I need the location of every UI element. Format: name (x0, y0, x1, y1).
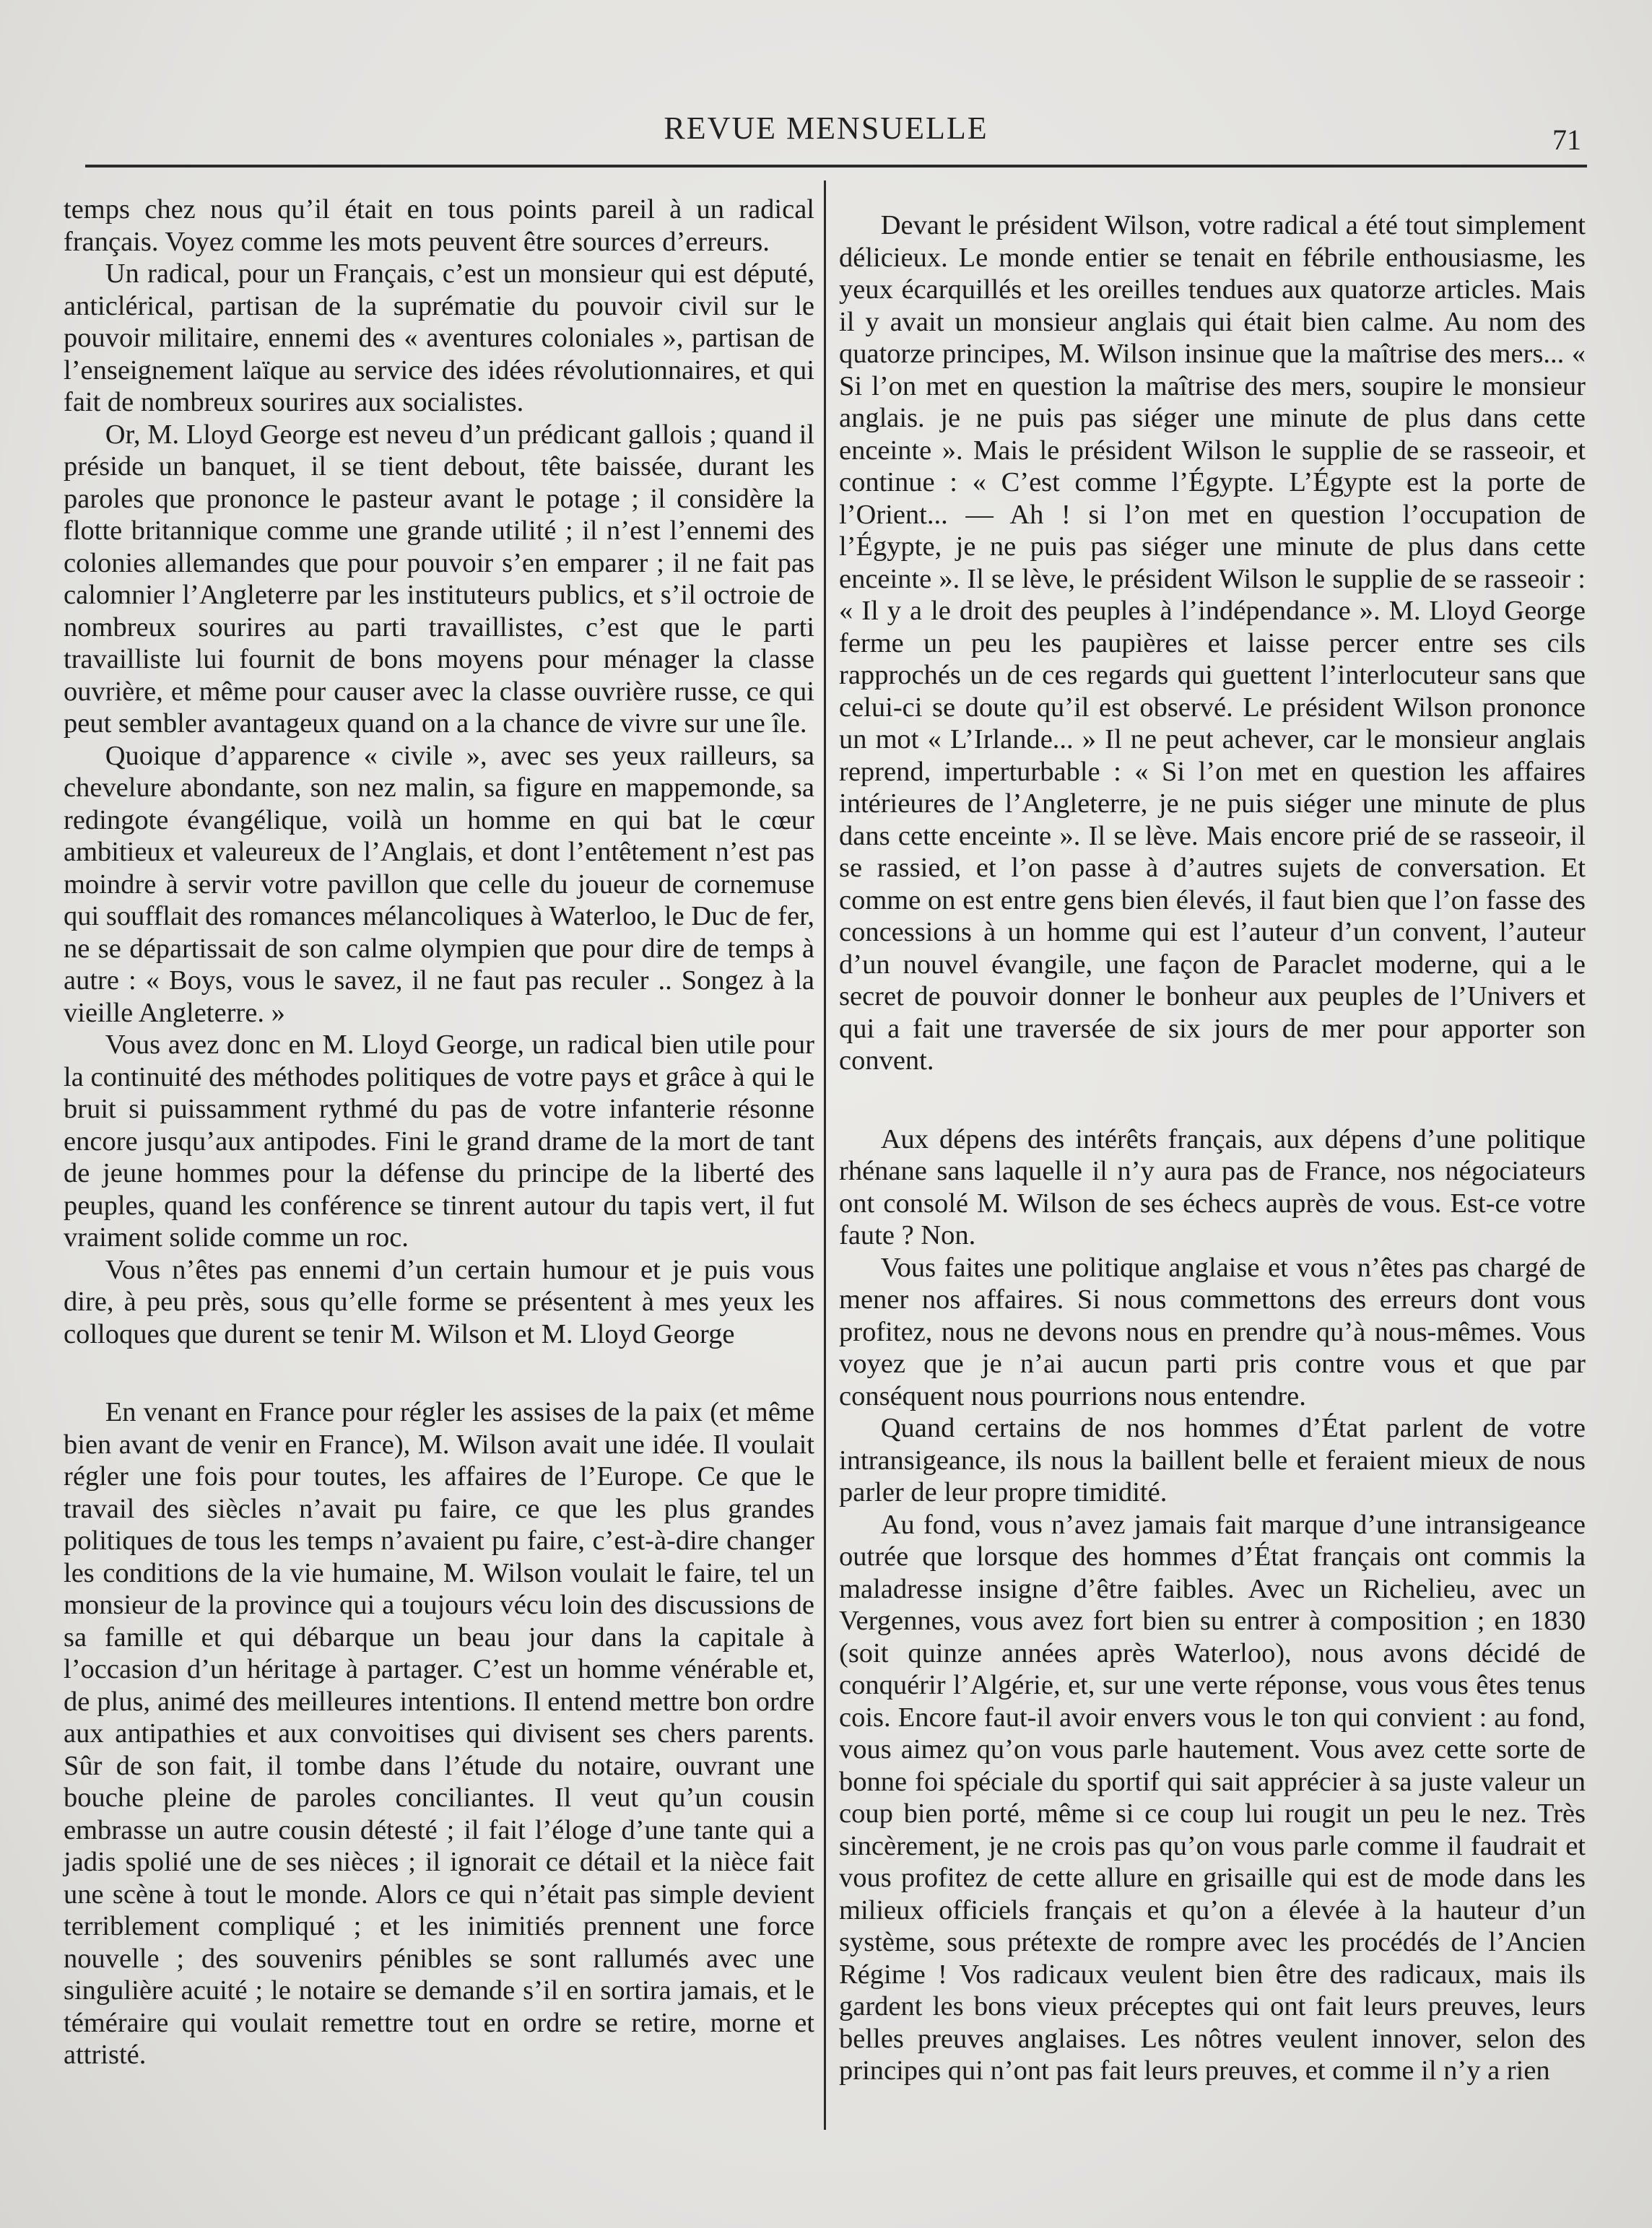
header-rule (85, 165, 1587, 167)
paragraph: Vous avez donc en M. Lloyd George, un radical bien utile pour la continuité des méthodes politiques de votre pays et grâce à qui le bruit si puissamment rythmé du pas de votre infanterie résonne encore jusqu’aux antipodes. Fini le grand drame de la mort de tant de jeune hommes pour la défense du principe de la liberté des peuples, quand les conférence se tinrent autour du tapis vert, il fut vraiment solide comme un roc. (64, 1030, 814, 1253)
section-break (839, 1077, 1586, 1123)
paragraph: Devant le président Wilson, votre radical a été tout simplement délicieux. Le monde entier se tenait en fébrile enthousiasme, les yeux écarquillés et les oreilles tendues aux quatorze articles. Mais il y avait un monsieur anglais qui était bien calme. Au nom des quatorze principes, M. Wilson insinue que la maîtrise des mers... « Si l’on met en question la maîtrise des mers, soupire le monsieur anglais. je ne puis pas siéger une minute de plus dans cette enceinte ». Mais le président Wilson le supplie de se rasseoir, et continue : « C’est comme l’Égypte. L’Égypte est la porte de l’Orient... — Ah ! si l’on met en question l’occupation de l’Égypte, je ne puis pas siéger une minute de plus dans cette enceinte ». Il se lève, le président Wilson le supplie de se rasseoir : « Il y a le droit des peuples à l’indépendance ». M. Lloyd George ferme un peu les paupières et laisse percer entre ses cils rapprochés un de ces regards qui guettent l’interlocuteur sans que celui-ci se doute qu’il est observé. Le président Wilson prononce un mot « L’Irlande... » Il ne peut achever, car le monsieur anglais reprend, imperturbable : « Si l’on met en question les affaires intérieures de l’Angleterre, je ne puis siéger une minute de plus dans cette enceinte ». Il se lève. Mais encore prié de se rasseoir, il se rassied, et l’on passe à d’autres sujets de conversation. Et comme on est entre gens bien élevés, il faut bien que l’on fasse des concessions à un homme qui est l’auteur d’un convent, l’auteur d’un nouvel évangile, une façon de Paraclet moderne, qui a le secret de pouvoir donner le bonheur aux peuples de l’Univers et qui a fait une traversée de six jours de mer pour apporter son convent. (839, 210, 1586, 1076)
paragraph: Or, M. Lloyd George est neveu d’un prédicant gallois ; quand il préside un banquet, il se tient debout, tête baissée, durant les paroles que prononce le pasteur avant le potage ; il considère la flotte britannique comme une grande utilité ; il n’est l’ennemi des colonies allemandes que pour pouvoir s’en emparer ; il ne fait pas calomnier l’Angleterre par les instituteurs publics, et s’il octroie de nombreux sourires au parti travaillistes, c’est que le parti travailliste lui fournit de bons moyens pour ménager la classe ouvrière, et même pour causer avec la classe ouvrière russe, ce qui peut sembler avantageux quand on a la chance de vivre sur une île. (64, 419, 814, 739)
left-column (64, 193, 814, 2071)
paragraph: Quoique d’apparence « civile », avec ses yeux railleurs, sa chevelure abondante, son nez malin, sa figure en mappemonde, sa redingote évangélique, voilà un homme en qui bat le cœur ambitieux et valeureux de l’Anglais, et dont l’entêtement n’est pas moindre à servir votre pavillon que celle du joueur de cornemuse qui soufflait des romances mélancoliques à Waterloo, le Duc de fer, ne se départissait de son calme olympien que pour dire de temps à autre : « Boys, vous le savez, il ne faut pas reculer .. Songez à la vieille Angleterre. » (64, 740, 814, 1028)
column-divider (824, 180, 826, 2130)
paragraph: temps chez nous qu’il était en tous points pareil à un radical français. Voyez comme les mots peuvent être sources d’erreurs. (64, 194, 814, 257)
section-break (64, 1350, 814, 1396)
paragraph: Un radical, pour un Français, c’est un monsieur qui est député, anticlérical, partisan de la suprématie du pouvoir civil sur le pouvoir militaire, ennemi des « aventures coloniales », partisan de l’enseignement laïque au service des idées révolutionnaires, et qui fait de nombreux sourires aux socialistes. (64, 258, 814, 417)
paragraph: Quand certains de nos hommes d’État parlent de votre intransigeance, ils nous la baillent belle et feraient mieux de nous parler de leur propre timidité. (839, 1413, 1586, 1507)
page-number: 71 (1552, 123, 1581, 156)
running-header-title: REVUE MENSUELLE (664, 110, 988, 146)
right-column (839, 209, 1586, 2087)
paragraph: En venant en France pour régler les assises de la paix (et même bien avant de venir en France), M. Wilson avait une idée. Il voulait régler une fois pour toutes, les affaires de l’Europe. Ce que le travail des siècles n’avait pu faire, ce que les plus grandes politiques de tous les temps n’avaient pu faire, c’est-à-dire changer les conditions de la vie humaine, M. Wilson voulait le faire, tel un monsieur de la province qui a toujours vécu loin des discussions de sa famille et qui débarque un beau jour dans la capitale à l’occasion d’un héritage à partager. C’est un homme vénérable et, de plus, animé des meilleures intentions. Il entend mettre bon ordre aux antipathies et aux convoitises qui divisent ses chers parents. Sûr de son fait, il tombe dans l’étude du notaire, ouvrant une bouche pleine de paroles conciliantes. Il veut qu’un cousin embrasse un autre cousin détesté ; il fait l’éloge d’une tante qui a jadis spolié une de ses nièces ; il ignorait ce détail et la nièce fait une scène à tout le monde. Alors ce qui n’était pas simple devient terriblement compliqué ; et les inimitiés prennent une force nouvelle ; des souvenirs pénibles se sont rallumés avec une singulière acuité ; le notaire se demande s’il en sortira jamais, et le téméraire qui voulait remettre tout en ordre se retire, morne et attristé. (64, 1397, 814, 2070)
paragraph: Vous faites une politique anglaise et vous n’êtes pas chargé de mener nos affaires. Si nous commettons des erreurs dont vous profitez, nous ne devons nous en prendre qu’à nous-mêmes. Vous voyez que je n’ai aucun parti pris contre vous et que par conséquent nous pourrions nous entendre. (839, 1252, 1586, 1411)
paragraph: Aux dépens des intérêts français, aux dépens d’une politique rhénane sans laquelle il n’y aura pas de France, nos négociateurs ont consolé M. Wilson de ses échecs auprès de vous. Est-ce votre faute ? Non. (839, 1123, 1586, 1250)
paragraph: Au fond, vous n’avez jamais fait marque d’une intransigeance outrée que lorsque des hommes d’État français ont commis la maladresse insigne d’être faibles. Avec un Richelieu, avec un Vergennes, vous avez fort bien su entrer à composition ; en 1830 (soit quinze années après Waterloo), nous avons décidé de conquérir l’Algérie, et, sur une verte réponse, vous vous êtes tenus cois. Encore faut-il avoir envers vous le ton qui convient : au fond, vous aimez qu’on vous parle hautement. Vous avez cette sorte de bonne foi spéciale du sportif qui sait apprécier à sa juste valeur un coup bien porté, même si ce coup lui rougit un peu le nez. Très sincèrement, je ne crois pas qu’on vous parle comme il faudrait et vous profitez de cette allure en grisaille qui est de mode dans les milieux officiels français et qu’on a élevée à la hauteur d’un système, sous prétexte de rompre avec les procédés de l’Ancien Régime ! Vos radicaux veulent bien être des radicaux, mais ils gardent les bons vieux préceptes qui ont fait leurs preuves, leurs belles preuves anglaises. Les nôtres veulent innover, selon des principes qui n’ont pas fait leurs preuves, et comme il n’y a rien (839, 1509, 1586, 2086)
paragraph: Vous n’êtes pas ennemi d’un certain humour et je puis vous dire, à peu près, sous qu’elle forme se présentent à mes yeux les colloques que durent se tenir M. Wilson et M. Lloyd George (64, 1254, 814, 1349)
